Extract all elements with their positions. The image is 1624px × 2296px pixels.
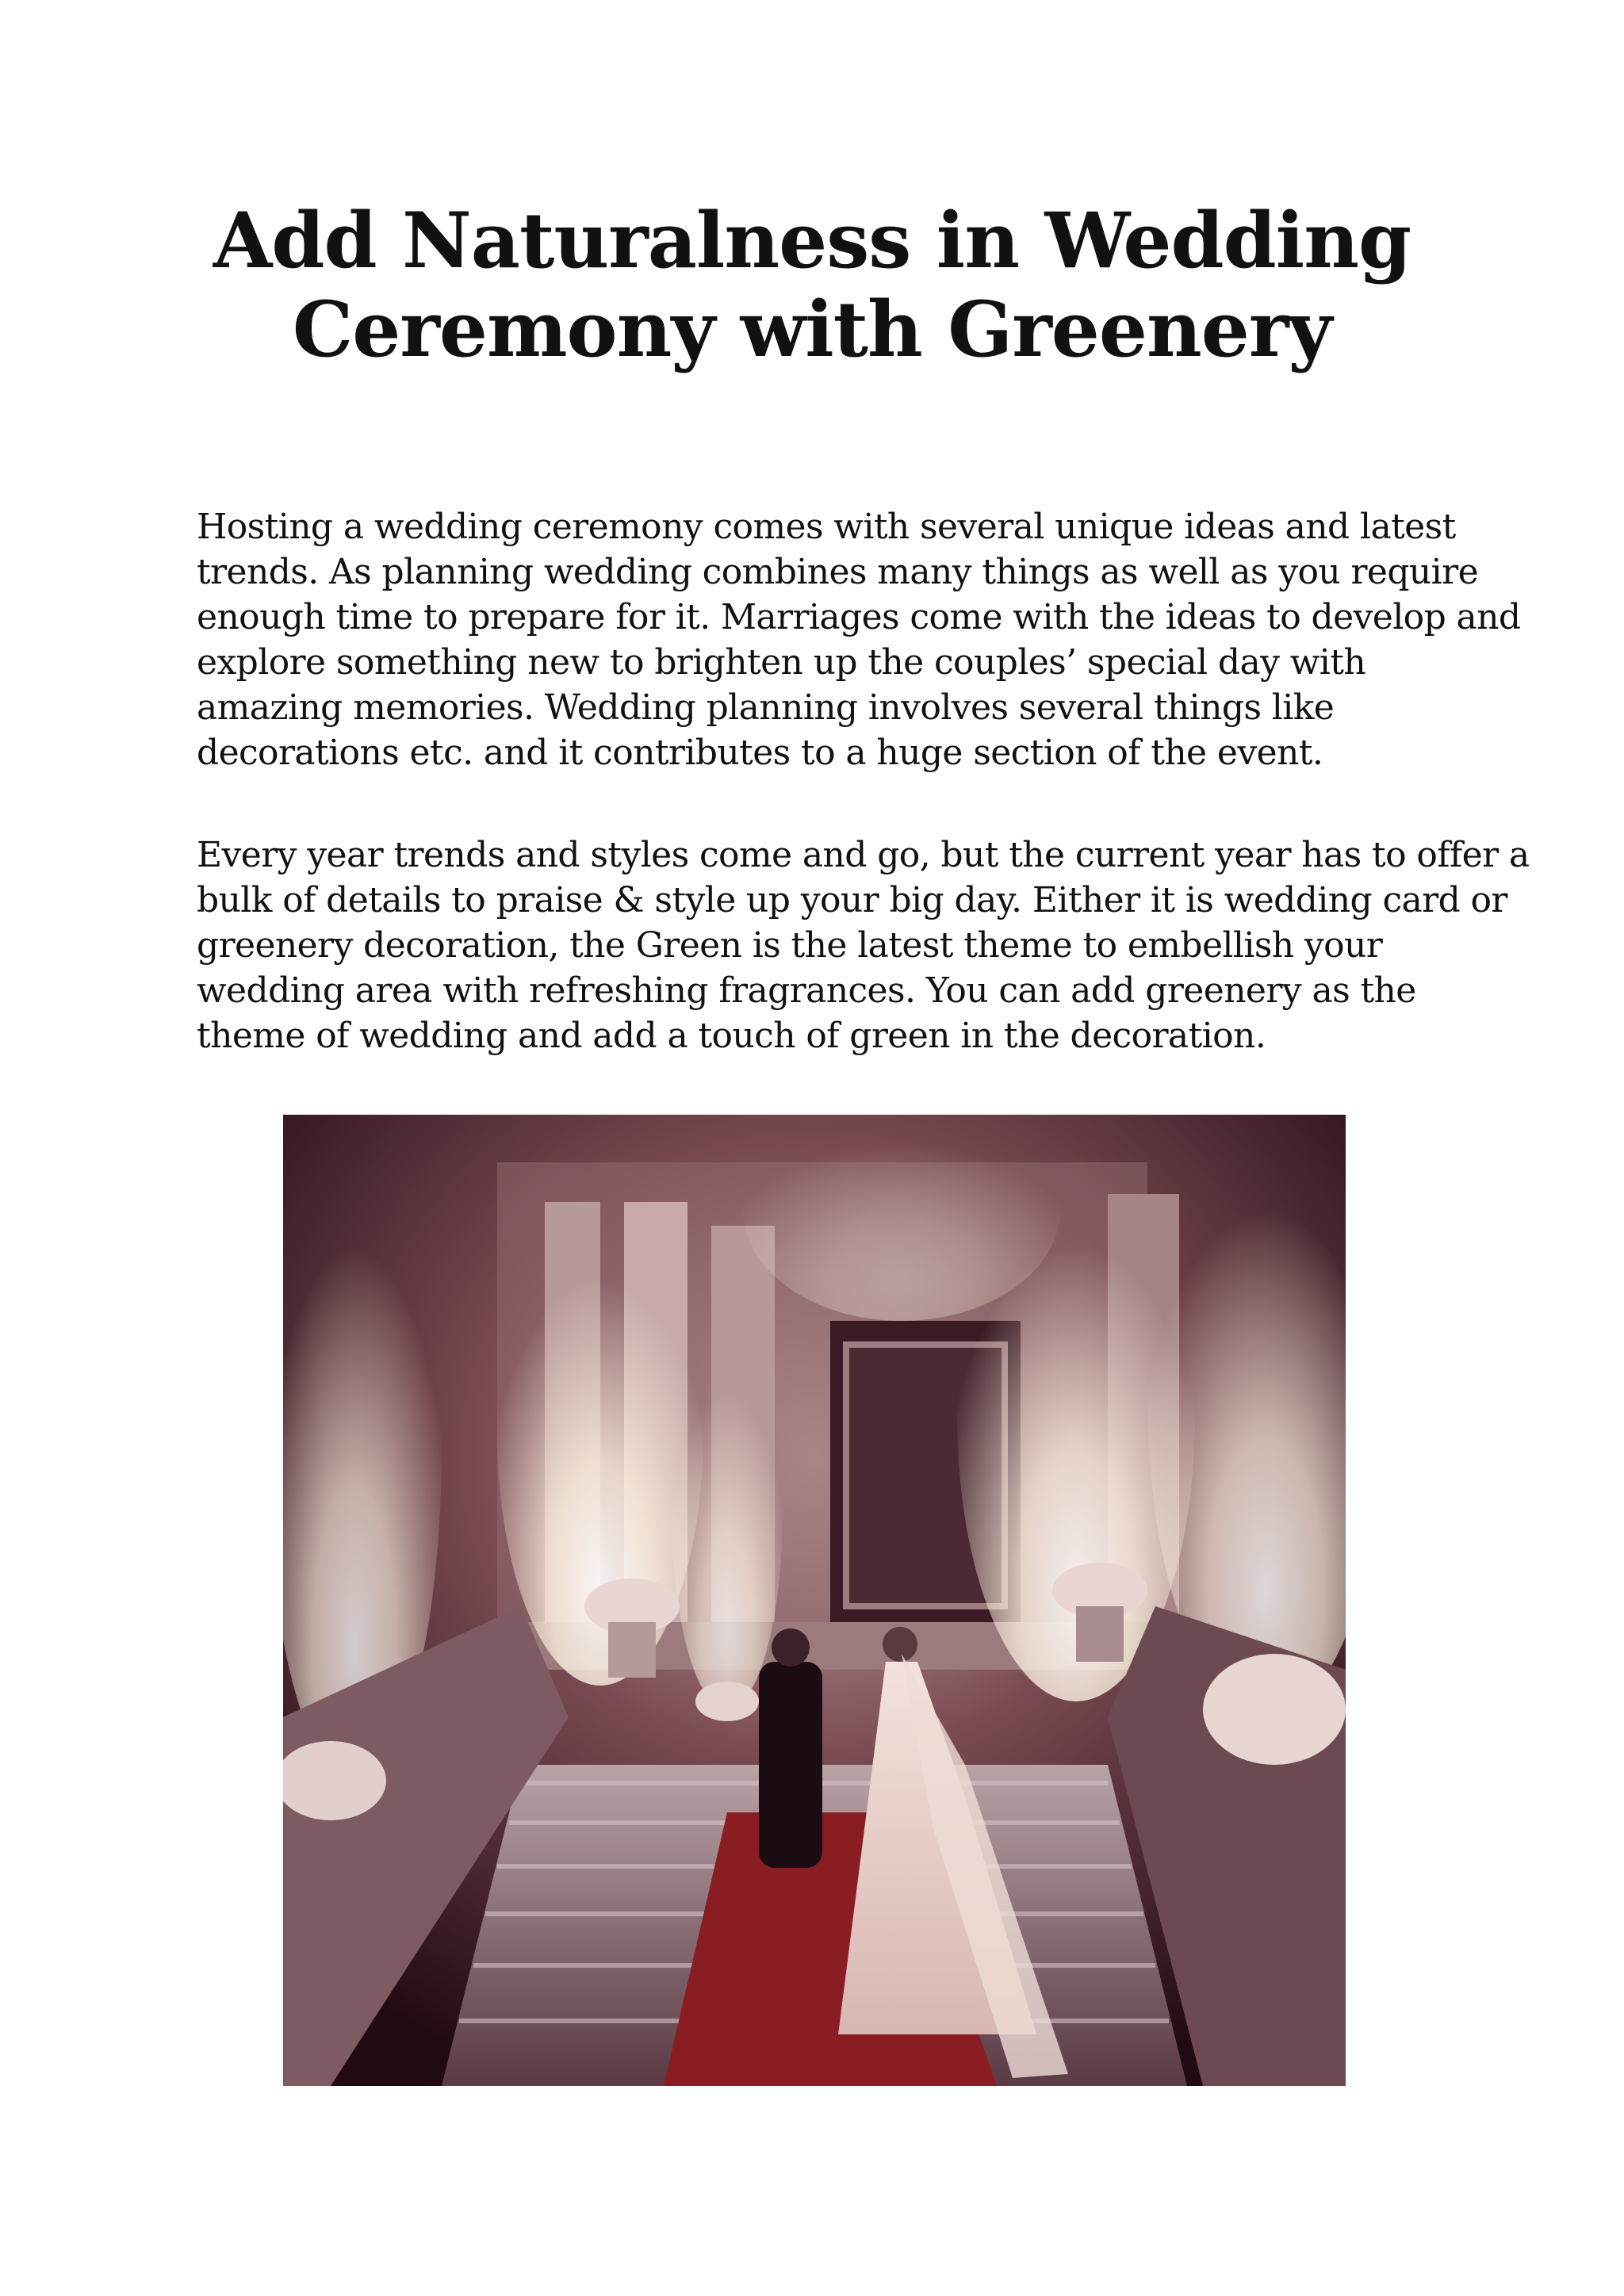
paragraph-line: bulk of details to praise & style up your big day. Either it is wedding card or — [197, 880, 1507, 920]
body-paragraph — [197, 504, 1521, 775]
title-line: Add Naturalness in Wedding — [213, 196, 1411, 285]
title-line: Ceremony with Greenery — [292, 285, 1332, 374]
paragraph-line: amazing memories. Wedding planning involves several things like — [197, 687, 1335, 728]
paragraph-line: greenery decoration, the Green is the latest theme to embellish your — [197, 925, 1383, 966]
paragraph-line: Every year trends and styles come and go, but the current year has to offer a — [197, 835, 1530, 875]
paragraph-line: Hosting a wedding ceremony comes with several unique ideas and latest — [197, 507, 1456, 547]
wedding-staircase-photo — [283, 1115, 1346, 2086]
page-title — [0, 197, 1624, 374]
body-paragraph — [197, 832, 1530, 1058]
paragraph-line: explore something new to brighten up the couples’ special day with — [197, 642, 1366, 683]
photo-illustration — [283, 1115, 1346, 2086]
paragraph-line: trends. As planning wedding combines many things as well as you require — [197, 552, 1479, 592]
paragraph-line: theme of wedding and add a touch of green in the decoration. — [197, 1016, 1266, 1056]
paragraph-line: enough time to prepare for it. Marriages come with the ideas to develop and — [197, 597, 1521, 637]
paragraph-line: wedding area with refreshing fragrances. You can add greenery as the — [197, 970, 1416, 1011]
paragraph-line: decorations etc. and it contributes to a huge section of the event. — [197, 733, 1323, 773]
